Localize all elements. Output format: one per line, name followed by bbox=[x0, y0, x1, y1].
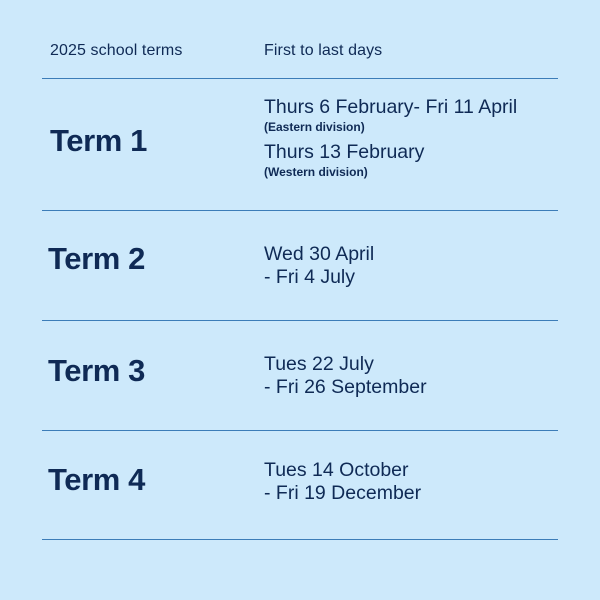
term-1-eastern-note: (Eastern division) bbox=[264, 120, 365, 134]
term-2-label: Term 2 bbox=[48, 241, 145, 276]
term-2-start: Wed 30 April bbox=[264, 243, 375, 265]
term-1-label: Term 1 bbox=[50, 123, 147, 158]
header-terms: 2025 school terms bbox=[50, 42, 183, 59]
term-2-end: - Fri 4 July bbox=[264, 266, 356, 288]
term-4-label: Term 4 bbox=[48, 462, 145, 497]
term-1-dates bbox=[264, 96, 517, 180]
term-1-western-dates: Thurs 13 February bbox=[264, 141, 425, 163]
term-1-western-note: (Western division) bbox=[264, 165, 368, 179]
term-3-dates bbox=[264, 353, 427, 399]
table-header bbox=[50, 42, 558, 66]
divider bbox=[42, 210, 558, 211]
divider bbox=[42, 539, 558, 540]
header-dates: First to last days bbox=[264, 42, 383, 59]
term-4-start: Tues 14 October bbox=[264, 459, 409, 481]
term-3-start: Tues 22 July bbox=[264, 353, 374, 375]
divider bbox=[42, 320, 558, 321]
term-3-label: Term 3 bbox=[48, 353, 145, 388]
term-1-eastern-dates: Thurs 6 February- Fri 11 April bbox=[264, 96, 518, 118]
divider bbox=[42, 78, 558, 79]
term-2-dates bbox=[264, 243, 374, 289]
divider bbox=[42, 430, 558, 431]
term-4-end: - Fri 19 December bbox=[264, 482, 422, 504]
term-4-dates bbox=[264, 459, 421, 505]
term-3-end: - Fri 26 September bbox=[264, 376, 427, 398]
